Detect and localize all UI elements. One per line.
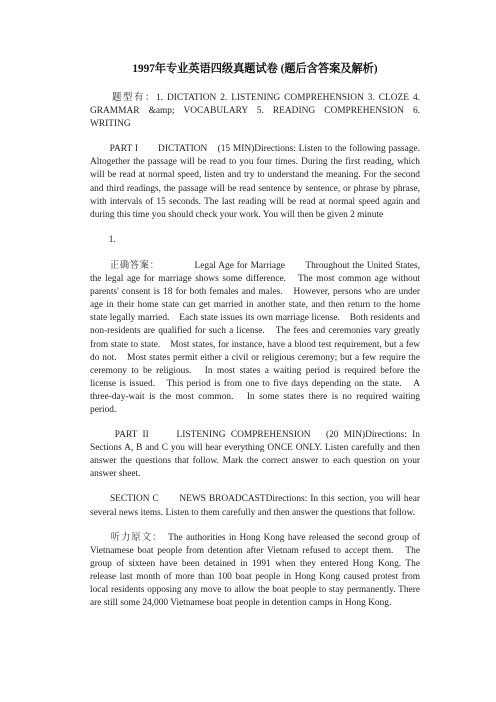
document-page <box>90 62 420 622</box>
answer-text: Legal Age for Marriage Throughout the United States, the legal age for marriage shows some difference. The most common age without parents' consent is 18 for both females and males. However, persons who are under age in their home state can get married in another state, and then return to the home state legally married. Each state issues its own marriage license. Both residents and non-residents are qualified for such a license. The fees and ceremonies vary greatly from state to state. Most states, for instance, have a blood test requirement, but a few do not. Most states permit either a civil or religious ceremony; but a few require the ceremony to be religious. In most states a waiting period is required before the license is issued. This period is from one to five days depending on the state. A three-day-wait is the most common. In some states there is no required waiting period. <box>90 260 420 415</box>
section-c-text: SECTION C NEWS BROADCASTDirections: In this section, you will hear several news items. Listen to them carefully and then answer the questions that follow. <box>90 494 420 518</box>
section-c-paragraph <box>90 493 420 519</box>
question-number: 1. <box>108 234 116 245</box>
question-types-text: 题型有：1. DICTATION 2. LISTENING COMPREHENSION 3. CLOZE 4. GRAMMAR &amp; VOCABULARY 5. READING COMPREHENSION 6. WRITING <box>90 93 420 130</box>
part-one-paragraph <box>90 143 420 222</box>
answer-paragraph <box>90 260 420 417</box>
transcript-paragraph <box>90 532 420 611</box>
transcript-text: The authorities in Hong Kong have released the second group of Vietnamese boat people from detention after Vietnam refused to accept them. The group of sixteen have been detained in 1991 when they entered Hong Kong. The release last month of more than 100 boat people in Hong Kong caused protest from local residents opposing any move to allow the boat people to stay permanently. There are still some 24,000 Vietnamese boat people in detention camps in Hong Kong. <box>90 532 420 609</box>
transcript-label: 听力原文： <box>110 532 158 543</box>
document-title: 1997年专业英语四级真题试卷 (题后含答案及解析) <box>132 63 378 75</box>
question-types-paragraph <box>90 92 420 131</box>
question-number-paragraph <box>90 234 420 247</box>
part-one-text: PART I DICTATION (15 MIN)Directions: Listen to the following passage. Altogether the passage will be read to you four times. During the first reading, which will be read at normal speed, listen and try to understand the meaning. For the second and third readings, the passage will be read sentence by sentence, or phrase by phrase, with intervals of 15 seconds. The last reading will be read at normal speed again and during this time you should check your work. You will then be given 2 minute <box>90 144 420 220</box>
part-two-text: PART II LISTENING COMPREHENSION (20 MIN)Directions: In Sections A, B and C you will hear everything ONCE ONLY. Listen carefully and then answer the questions that follow. Mark the correct answer to each question on your answer sheet. <box>90 430 420 480</box>
answer-label: 正确答案： <box>109 260 155 271</box>
part-two-paragraph <box>90 429 420 481</box>
